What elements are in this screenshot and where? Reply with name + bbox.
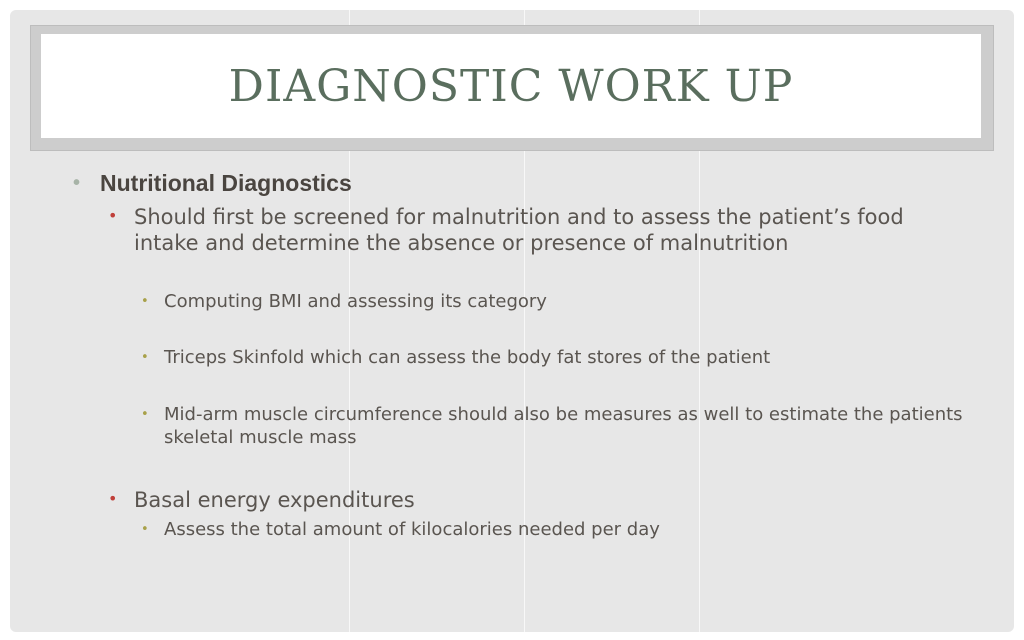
bullet-dot: • bbox=[141, 350, 149, 365]
bullet-screening bbox=[108, 204, 958, 256]
bullet-text: Nutritional Diagnostics bbox=[100, 170, 352, 196]
bullet-text: Assess the total amount of kilocalories needed per day bbox=[164, 519, 660, 540]
slide bbox=[10, 10, 1014, 632]
bullet-bmi bbox=[141, 290, 971, 313]
slide-title: DIAGNOSTIC WORK UP bbox=[228, 60, 794, 112]
bullet-text: Triceps Skinfold which can assess the body fat stores of the patient bbox=[164, 347, 771, 368]
bullet-dot: • bbox=[108, 489, 118, 508]
bullet-midarm bbox=[141, 403, 971, 449]
bullet-dot: • bbox=[73, 172, 81, 194]
bullet-nutritional-diagnostics bbox=[73, 170, 352, 197]
bullet-dot: • bbox=[141, 522, 149, 537]
bullet-dot: • bbox=[141, 407, 149, 422]
bullet-dot: • bbox=[108, 206, 118, 225]
bullet-dot: • bbox=[141, 294, 149, 309]
bullet-kilocalories bbox=[141, 518, 971, 541]
bullet-basal bbox=[108, 487, 958, 513]
bullet-text: Should first be screened for malnutrition and to assess the patient’s food intake and determine the absence or presence of malnutrition bbox=[134, 205, 904, 255]
slide-content bbox=[10, 10, 1014, 632]
bullet-text: Mid-arm muscle circumference should also be measures as well to estimate the patients skeletal muscle mass bbox=[164, 404, 963, 448]
bullet-text: Basal energy expenditures bbox=[134, 488, 415, 512]
bullet-text: Computing BMI and assessing its category bbox=[164, 291, 547, 312]
bullet-triceps bbox=[141, 346, 971, 369]
